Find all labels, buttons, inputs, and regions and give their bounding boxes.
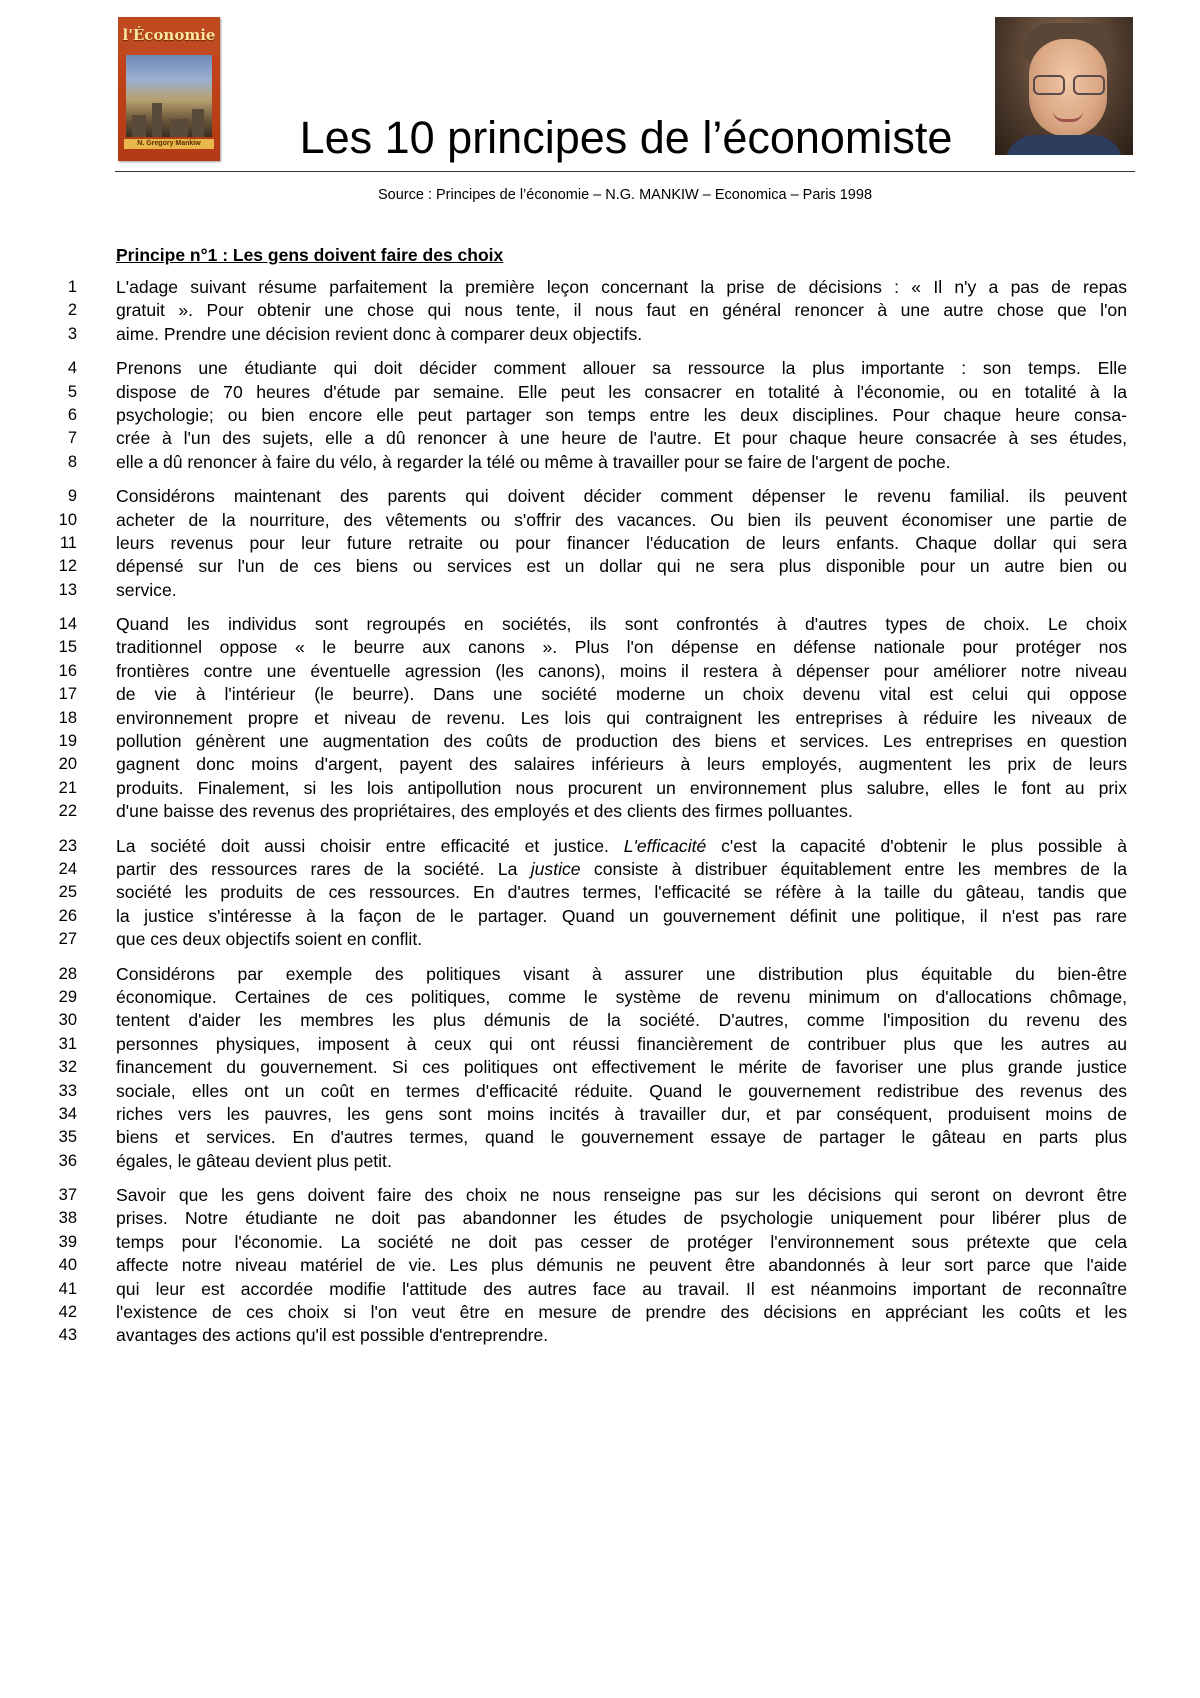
- text-line: [0, 1103, 1200, 1126]
- text-line: [0, 451, 1200, 474]
- text-line: [0, 881, 1200, 904]
- text-line: [0, 532, 1200, 555]
- text-line: [0, 427, 1200, 450]
- text-line: [0, 986, 1200, 1009]
- text-line: [0, 485, 1200, 508]
- line-text: psychologie; ou bien encore elle peut partager son temps entre les deux disciplines. Pour chaque heure consa-: [116, 404, 1127, 425]
- text-line: [0, 613, 1200, 636]
- portrait-shirt: [1005, 135, 1123, 155]
- line-number: 13: [58, 580, 77, 599]
- line-text: partir des ressources rares de la société. La justice consiste à distribuer équitablement entre les membres de la: [116, 858, 1127, 879]
- text-line: [0, 1033, 1200, 1056]
- text-line: [0, 1150, 1200, 1173]
- line-number: 16: [58, 661, 77, 680]
- line-text: pollution génèrent une augmentation des coûts de production des biens et services. Les entreprises en question: [116, 731, 1127, 752]
- line-text: aime. Prendre une décision revient donc à comparer deux objectifs.: [116, 323, 643, 344]
- line-text: L'adage suivant résume parfaitement la première leçon concernant la prise de décisions : « Il n'y a pas de repas: [116, 277, 1127, 297]
- line-number: 37: [58, 1186, 77, 1205]
- line-number: 10: [58, 510, 77, 529]
- line-number: 36: [58, 1151, 77, 1170]
- text-line: [0, 276, 1200, 299]
- line-text: crée à l'un des sujets, elle a dû renoncer à une heure de l'autre. Et pour chaque heure consacrée à ses études,: [116, 428, 1127, 449]
- line-text: économique. Certaines de ces politiques, comme le système de revenu minimum on d'allocations chômage,: [116, 986, 1127, 1007]
- line-text: traditionnel oppose « le beurre aux canons ». Plus l'on dépense en défense nationale pour protéger nos: [116, 637, 1127, 658]
- principle-heading: Principe n°1 : Les gens doivent faire des choix: [116, 245, 504, 265]
- line-number: 1: [67, 278, 77, 296]
- text-line: [0, 1278, 1200, 1301]
- book-cover-image: [118, 17, 220, 161]
- text-line: [0, 1254, 1200, 1277]
- line-text: financement du gouvernement. Si ces politiques ont effectivement le mérite de favoriser une plus grande justice: [116, 1057, 1127, 1078]
- page-title: Les 10 principes de l’économiste: [299, 112, 953, 163]
- text-line: [0, 1184, 1200, 1207]
- line-text: frontières contre une éventuelle agression (les canons), moins il restera à dépenser pour améliorer notre niveau: [116, 660, 1127, 681]
- paragraph: [0, 963, 1200, 1174]
- portrait-glasses: [1033, 75, 1105, 93]
- line-text: gagnent donc moins d'argent, payent des salaires inférieurs à leurs employés, augmentent les prix de leurs: [116, 754, 1127, 775]
- line-text: gratuit ». Pour obtenir une chose qui nous tente, il nous faut en général renoncer à une autre chose que l'on: [116, 300, 1127, 321]
- paragraph: [0, 357, 1200, 474]
- text-line: [0, 905, 1200, 928]
- paragraph: [0, 613, 1200, 824]
- line-text: Considérons maintenant des parents qui doivent décider comment dépenser le revenu familial. ils peuvent: [116, 486, 1127, 507]
- paragraph: [0, 485, 1200, 602]
- line-text: riches vers les pauvres, les gens sont moins incités à travailler dur, et par conséquent, produisent moins de: [116, 1103, 1127, 1124]
- text-line: [0, 404, 1200, 427]
- line-number: 31: [58, 1034, 77, 1053]
- line-number: 19: [58, 732, 77, 751]
- line-text: que ces deux objectifs soient en conflit.: [116, 929, 423, 950]
- line-text: environnement propre et niveau de revenu. Les lois qui contraignent les entreprises à réduire les niveaux de: [116, 707, 1127, 728]
- line-number: 2: [67, 301, 77, 320]
- text-line: [0, 683, 1200, 706]
- line-text: l'existence de ces choix si l'on veut être en mesure de prendre des décisions en appréciant les coûts et les: [116, 1302, 1127, 1323]
- line-number: 12: [58, 557, 77, 576]
- line-number: 26: [58, 906, 77, 925]
- line-number: 9: [67, 487, 77, 506]
- text-line: [0, 1126, 1200, 1149]
- line-number: 32: [58, 1058, 77, 1077]
- line-text: égales, le gâteau devient plus petit.: [116, 1150, 392, 1171]
- book-cover-painting: [126, 55, 212, 137]
- source-citation: Source : Principes de l’économie – N.G. MANKIW – Economica – Paris 1998: [377, 187, 873, 203]
- header-divider: [115, 171, 1135, 172]
- line-number: 42: [58, 1303, 77, 1322]
- line-text: Considérons par exemple des politiques visant à assurer une distribution plus équitable du bien-être: [116, 963, 1127, 984]
- text-line: [0, 730, 1200, 753]
- text-line: [0, 963, 1200, 986]
- book-cover-title: l'Économie: [122, 26, 216, 44]
- line-text: avantages des actions qu'il est possible d'entreprendre.: [116, 1325, 549, 1346]
- author-portrait-photo: [995, 17, 1133, 155]
- paragraph: [0, 276, 1200, 346]
- line-text: dispose de 70 heures d'étude par semaine. Elle peut les consacrer en totalité à l'économie, ou en totalité à la: [116, 381, 1127, 402]
- line-number: 41: [58, 1279, 77, 1298]
- line-number: 5: [67, 382, 77, 401]
- line-text: personnes physiques, imposent à ceux qui ont réussi financièrement de contribuer plus que les autres au: [116, 1033, 1127, 1054]
- line-text: leurs revenus pour leur future retraite ou pour financer l'éducation de leurs enfants. Chaque dollar qui sera: [116, 532, 1127, 553]
- line-number: 3: [67, 324, 77, 343]
- text-line: [0, 1207, 1200, 1230]
- line-number: 38: [58, 1209, 77, 1228]
- line-number: 11: [59, 533, 77, 552]
- line-number: 20: [58, 755, 77, 774]
- text-line: [0, 381, 1200, 404]
- line-text: affecte notre niveau matériel de vie. Les plus démunis ne peuvent être abandonnés à leur sort parce que l'aide: [116, 1255, 1127, 1276]
- text-line: [0, 835, 1200, 858]
- line-number: 14: [58, 615, 77, 634]
- line-text: d'une baisse des revenus des propriétaires, des employés et des clients des firmes polluantes.: [116, 801, 853, 822]
- line-number: 39: [58, 1232, 77, 1251]
- line-text: produits. Finalement, si les lois antipollution nous procurent un environnement plus salubre, elles le font au prix: [116, 777, 1127, 798]
- line-text: tentent d'aider les membres les plus démunis de la société. D'autres, comme l'imposition du revenu des: [116, 1010, 1127, 1031]
- line-number: 33: [58, 1081, 77, 1100]
- line-number: 29: [58, 987, 77, 1006]
- painting-building: [170, 119, 188, 137]
- line-text: qui leur est accordée modifie l'attitude des autres face au travail. Il est néanmoins important de reconnaître: [116, 1278, 1127, 1299]
- text-line: [0, 509, 1200, 532]
- text-line: [0, 299, 1200, 322]
- line-number: 24: [58, 859, 77, 878]
- line-number: 25: [58, 883, 77, 902]
- painting-building: [132, 115, 146, 137]
- text-line: [0, 555, 1200, 578]
- line-text: Prenons une étudiante qui doit décider comment allouer sa ressource la plus importante : son temps. Elle: [116, 358, 1127, 379]
- line-text: biens et services. En d'autres termes, quand le gouvernement essaye de partager le gâteau en parts plus: [116, 1127, 1127, 1148]
- line-number: 23: [58, 836, 77, 855]
- line-number: 35: [58, 1128, 77, 1147]
- line-text: temps pour l'économie. La société ne doit pas cesser de protéger l'environnement sous prétexte que cela: [116, 1231, 1127, 1252]
- line-number: 28: [58, 964, 77, 983]
- line-number: 15: [58, 638, 77, 657]
- line-number: 4: [67, 359, 77, 378]
- text-line: [0, 579, 1200, 602]
- text-line: [0, 323, 1200, 346]
- line-number: 7: [67, 429, 77, 448]
- line-number: 43: [58, 1326, 77, 1345]
- line-text: prises. Notre étudiante ne doit pas abandonner les études de psychologie uniquement pour libérer plus de: [116, 1208, 1127, 1229]
- line-text: société les produits de ces ressources. En d'autres termes, l'efficacité se réfère à la taille du gâteau, tandis que: [116, 882, 1127, 903]
- book-cover-author: N. Gregory Mankiw: [124, 139, 214, 149]
- line-number: 17: [58, 685, 77, 704]
- text-line: [0, 1231, 1200, 1254]
- line-number: 34: [58, 1104, 77, 1123]
- text-line: [0, 928, 1200, 951]
- line-number: 18: [58, 708, 77, 727]
- line-text: dépensé sur l'un de ces biens ou services est un dollar qui ne sera plus disponible pour un autre bien ou: [116, 556, 1127, 577]
- text-line: [0, 858, 1200, 881]
- text-line: [0, 1009, 1200, 1032]
- text-line: [0, 660, 1200, 683]
- line-text: sociale, elles ont un coût en termes d'efficacité réduite. Quand le gouvernement redistribue des revenus des: [116, 1080, 1127, 1101]
- line-number: 40: [58, 1256, 77, 1275]
- text-line: [0, 1080, 1200, 1103]
- text-line: [0, 357, 1200, 380]
- text-line: [0, 753, 1200, 776]
- text-line: [0, 1324, 1200, 1347]
- line-number: 22: [58, 802, 77, 821]
- paragraph: [0, 835, 1200, 952]
- text-line: [0, 800, 1200, 823]
- line-text: Quand les individus sont regroupés en sociétés, ils sont confrontés à d'autres types de choix. Le choix: [116, 614, 1127, 635]
- line-text: la justice s'intéresse à la façon de le partager. Quand un gouvernement définit une politique, il n'est pas rare: [116, 905, 1127, 926]
- line-number: 30: [58, 1011, 77, 1030]
- text-line: [0, 707, 1200, 730]
- line-number: 21: [58, 778, 77, 797]
- painting-building: [152, 103, 162, 137]
- text-line: [0, 1056, 1200, 1079]
- line-number: 8: [67, 452, 77, 471]
- line-text: elle a dû renoncer à faire du vélo, à regarder la télé ou même à travailler pour se faire de l'argent de poche.: [116, 451, 951, 472]
- line-number: 6: [67, 405, 77, 424]
- line-number: 27: [58, 930, 77, 949]
- line-text: La société doit aussi choisir entre efficacité et justice. L'efficacité c'est la capacité d'obtenir le plus possible à: [116, 835, 1127, 856]
- text-line: [0, 1301, 1200, 1324]
- line-text: de vie à l'intérieur (le beurre). Dans une société moderne un choix devenu vital est celui qui oppose: [116, 684, 1127, 705]
- painting-building: [192, 109, 204, 137]
- paragraph: [0, 1184, 1200, 1348]
- body-text: [0, 276, 1200, 1359]
- text-line: [0, 636, 1200, 659]
- line-text: service.: [116, 579, 177, 600]
- text-line: [0, 777, 1200, 800]
- line-text: Savoir que les gens doivent faire des choix ne nous renseigne pas sur les décisions qui seront on devront être: [116, 1185, 1127, 1206]
- line-text: acheter de la nourriture, des vêtements ou s'offrir des vacances. Ou bien ils peuvent économiser une partie de: [116, 509, 1127, 530]
